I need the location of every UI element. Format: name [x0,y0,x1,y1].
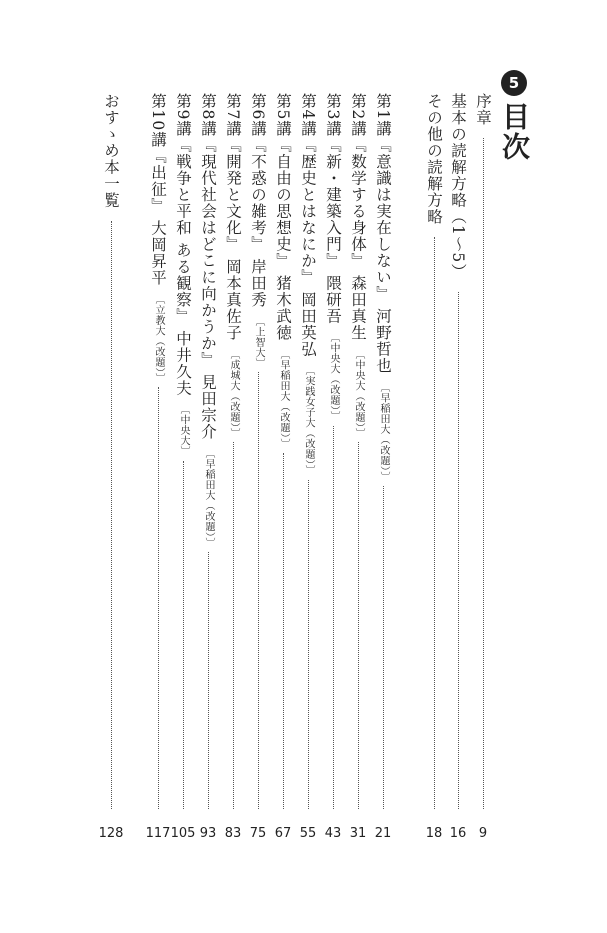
toc-entry[interactable] [100,93,122,813]
toc-entry[interactable] [222,93,244,813]
page-number: 43 [324,826,342,841]
toc-entry[interactable] [272,93,294,813]
toc-entry[interactable] [423,93,445,813]
leader-dots [111,221,112,810]
entry-label: 第6講『不惑の雑考』 岸田秀 [249,93,267,308]
toc-entry[interactable] [472,93,494,813]
entry-label: 第8講『現代社会はどこに向かうか』 見田宗介 [199,93,217,440]
entry-label: 第4講『歴史とはなにか』 岡田英弘 [299,93,317,358]
page-number: 16 [449,826,467,841]
toc-entry[interactable] [172,93,194,813]
entry-note: 〔実践女子大（改題）〕 [303,365,314,476]
entry-label: 第5講『自由の思想史』 猪木武徳 [274,93,292,341]
leader-dots [333,426,334,809]
toc-title [497,70,531,162]
toc-entry[interactable] [372,93,394,813]
toc-entry[interactable] [447,93,469,813]
page-number: 18 [425,826,443,841]
entry-note: 〔成城大（改題）〕 [228,348,239,439]
page-title: 目次 [498,102,531,162]
page-number: 105 [170,826,196,841]
toc-entry[interactable] [247,93,269,813]
page-number: 67 [274,826,292,841]
entry-note: 〔上智大〕 [253,315,264,369]
leader-dots [458,292,459,809]
page-number: 117 [145,826,171,841]
leader-dots [283,453,284,809]
leader-dots [258,372,259,809]
leader-dots [358,442,359,809]
entry-note: 〔中央大〕 [178,404,189,457]
page-number: 31 [349,826,367,841]
toc-entry[interactable] [347,93,369,813]
page-number: 128 [98,826,124,841]
page-number: 93 [199,826,217,841]
entry-label: 第2講『数学する身体』 森田真生 [349,93,367,341]
page-number: 9 [478,826,488,841]
entry-note: 〔早稲田大（改題）〕 [378,381,389,482]
leader-dots [183,461,184,809]
chapter-badge: 5 [501,70,527,96]
entry-label: 第3講『新・建築入門』 隈研吾 [324,93,342,325]
entry-note: 〔早稲田大（改題）〕 [203,447,214,548]
toc-entry[interactable] [322,93,344,813]
leader-dots [208,552,209,809]
leader-dots [483,138,484,809]
page-number: 21 [374,826,392,841]
entry-note: 〔中央大（改題）〕 [328,332,339,422]
entry-label: おすゝめ本一覧 [102,93,120,209]
entry-label: 第7講『開発と文化』 岡本真佐子 [224,93,242,341]
entry-note: 〔早稲田大（改題）〕 [278,348,289,449]
leader-dots [383,486,384,809]
toc-entry[interactable] [197,93,219,813]
entry-note: 〔中央大（改題）〕 [353,348,364,439]
entry-label: 第9講『戦争と平和 ある観察』 中井久夫 [174,93,192,397]
page-number: 55 [299,826,317,841]
leader-dots [233,442,234,809]
toc-entry[interactable] [147,93,169,813]
leader-dots [434,237,435,809]
entry-note: 〔立教大（改題）〕 [153,293,164,384]
entry-label: その他の読解方略 [425,93,443,225]
entry-label: 序章 [474,93,492,126]
toc-entry[interactable] [297,93,319,813]
page-number: 75 [249,826,267,841]
entry-label: 基本の読解方略（1〜5） [449,93,467,280]
leader-dots [308,480,309,809]
leader-dots [158,387,159,809]
entry-label: 第1講『意識は実在しない』 河野哲也 [374,93,392,374]
entry-label: 第10講『出征』 大岡昇平 [149,93,167,286]
page-number: 83 [224,826,242,841]
